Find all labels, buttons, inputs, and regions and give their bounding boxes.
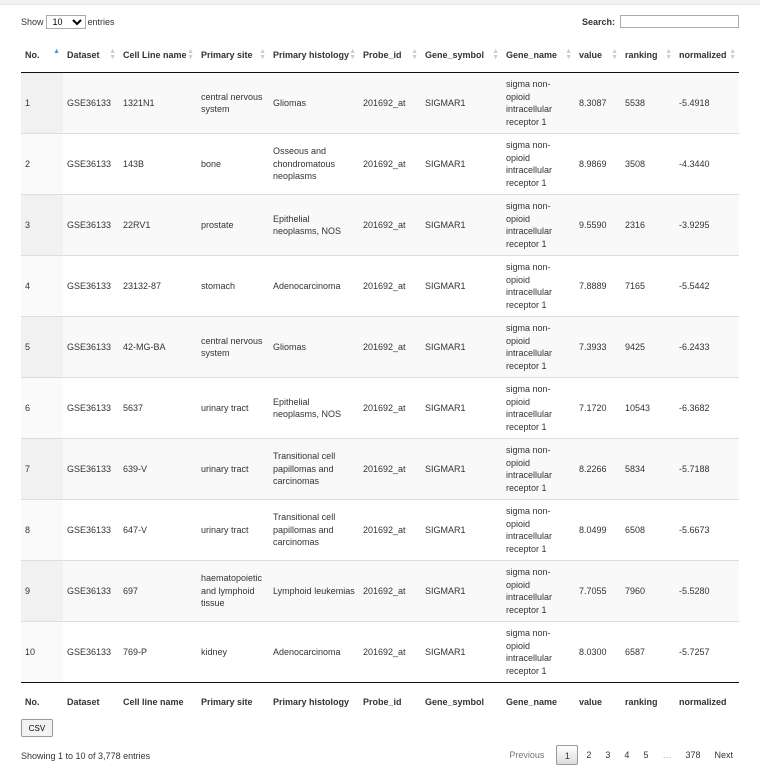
cell-value: 7.7055 [575, 561, 621, 622]
search-input[interactable] [620, 15, 739, 28]
cell-gene-name: sigma non-opioid intracellular receptor 1 [502, 134, 575, 195]
cell-probe-id: 201692_at [359, 622, 421, 683]
table-row [21, 561, 739, 622]
column-header-label: value [579, 49, 603, 60]
footer-header-dataset: Dataset [63, 683, 119, 722]
cell-dataset: GSE36133 [63, 256, 119, 317]
cell-no: 4 [21, 256, 63, 317]
pagination-ellipsis: … [662, 750, 672, 760]
cell-value: 8.2266 [575, 439, 621, 500]
cell-ranking: 7960 [621, 561, 675, 622]
cell-no: 1 [21, 73, 63, 134]
cell-probe-id: 201692_at [359, 256, 421, 317]
cell-probe-id: 201692_at [359, 378, 421, 439]
cell-primary-site: prostate [197, 195, 269, 256]
footer-header-primary-histology: Primary histology [269, 683, 359, 722]
cell-primary-histology: Adenocarcinoma [269, 622, 359, 683]
table-row [21, 134, 739, 195]
cell-primary-histology: Transitional cell papillomas and carcinomas [269, 439, 359, 500]
pagination [501, 745, 739, 765]
column-header-gene-name[interactable] [502, 37, 575, 73]
cell-cell-line-name: 143B [119, 134, 197, 195]
column-header-no[interactable] [21, 37, 63, 73]
cell-primary-site: stomach [197, 256, 269, 317]
column-header-label: Gene_symbol [425, 49, 485, 60]
cell-normalized: -4.3440 [675, 134, 739, 195]
cell-value: 8.9869 [575, 134, 621, 195]
sort-icon: ▲ ▼ [611, 48, 618, 61]
page-button-5[interactable]: 5 [643, 750, 649, 760]
cell-gene-symbol: SIGMAR1 [421, 622, 502, 683]
cell-value: 8.0300 [575, 622, 621, 683]
cell-no: 8 [21, 500, 63, 561]
footer-header-value: value [575, 683, 621, 722]
cell-ranking: 5834 [621, 439, 675, 500]
sort-icon: ▲ [53, 48, 60, 55]
footer-header-normalized: normalized [675, 683, 739, 722]
sort-icon: ▲ ▼ [349, 48, 356, 61]
footer-header-no: No. [21, 683, 63, 722]
cell-gene-symbol: SIGMAR1 [421, 256, 502, 317]
cell-dataset: GSE36133 [63, 622, 119, 683]
sort-icon: ▲ ▼ [187, 48, 194, 61]
column-header-primary-site[interactable] [197, 37, 269, 73]
column-header-gene-symbol[interactable] [421, 37, 502, 73]
footer-header-ranking: ranking [621, 683, 675, 722]
next-button[interactable]: Next [714, 750, 733, 760]
cell-gene-symbol: SIGMAR1 [421, 73, 502, 134]
column-header-cell-line-name[interactable] [119, 37, 197, 73]
cell-no: 2 [21, 134, 63, 195]
previous-button[interactable]: Previous [509, 750, 545, 760]
cell-ranking: 5538 [621, 73, 675, 134]
entries-label: entries [87, 17, 115, 27]
cell-value: 7.3933 [575, 317, 621, 378]
cell-probe-id: 201692_at [359, 439, 421, 500]
cell-gene-symbol: SIGMAR1 [421, 134, 502, 195]
cell-primary-histology: Osseous and chondromatous neoplasms [269, 134, 359, 195]
cell-gene-name: sigma non-opioid intracellular receptor 1 [502, 439, 575, 500]
table-row [21, 195, 739, 256]
cell-no: 9 [21, 561, 63, 622]
table-row [21, 256, 739, 317]
cell-primary-histology: Gliomas [269, 317, 359, 378]
cell-ranking: 7165 [621, 256, 675, 317]
table-row [21, 378, 739, 439]
cell-ranking: 3508 [621, 134, 675, 195]
column-header-probe-id[interactable] [359, 37, 421, 73]
cell-cell-line-name: 647-V [119, 500, 197, 561]
cell-cell-line-name: 1321N1 [119, 73, 197, 134]
column-header-ranking[interactable] [621, 37, 675, 73]
table-footer [21, 683, 739, 722]
cell-value: 9.5590 [575, 195, 621, 256]
data-table [21, 37, 739, 721]
column-header-value[interactable] [575, 37, 621, 73]
cell-gene-name: sigma non-opioid intracellular receptor 1 [502, 317, 575, 378]
sort-icon: ▲ ▼ [259, 48, 266, 61]
footer-header-primary-site: Primary site [197, 683, 269, 722]
cell-ranking: 9425 [621, 317, 675, 378]
sort-icon: ▲ ▼ [665, 48, 672, 61]
table-row [21, 439, 739, 500]
cell-cell-line-name: 639-V [119, 439, 197, 500]
sort-icon: ▲ ▼ [411, 48, 418, 61]
cell-normalized: -5.7188 [675, 439, 739, 500]
page-button-last[interactable]: 378 [685, 750, 701, 760]
search-label: Search: [581, 16, 615, 27]
footer-header-cell-line-name: Cell line name [119, 683, 197, 722]
column-header-label: Dataset [67, 49, 100, 60]
cell-value: 8.0499 [575, 500, 621, 561]
cell-normalized: -5.7257 [675, 622, 739, 683]
page-button-2[interactable]: 2 [586, 750, 592, 760]
cell-cell-line-name: 697 [119, 561, 197, 622]
cell-value: 7.8889 [575, 256, 621, 317]
cell-no: 6 [21, 378, 63, 439]
cell-primary-histology: Adenocarcinoma [269, 256, 359, 317]
footer-header-probe-id: Probe_id [359, 683, 421, 722]
column-header-label: Primary histology [273, 49, 350, 60]
cell-cell-line-name: 5637 [119, 378, 197, 439]
show-label: Show [21, 17, 44, 27]
cell-dataset: GSE36133 [63, 317, 119, 378]
footer-header-gene-symbol: Gene_symbol [421, 683, 502, 722]
cell-primary-site: urinary tract [197, 378, 269, 439]
entries-select[interactable] [46, 15, 86, 29]
cell-normalized: -5.5442 [675, 256, 739, 317]
cell-normalized: -3.9295 [675, 195, 739, 256]
cell-primary-site: kidney [197, 622, 269, 683]
cell-no: 7 [21, 439, 63, 500]
table-info: Showing 1 to 10 of 3,778 entries [21, 751, 151, 761]
cell-primary-histology: Epithelial neoplasms, NOS [269, 378, 359, 439]
column-header-label: normalized [679, 49, 727, 60]
csv-button[interactable]: CSV [21, 719, 53, 737]
table-row [21, 317, 739, 378]
cell-probe-id: 201692_at [359, 500, 421, 561]
cell-no: 10 [21, 622, 63, 683]
cell-gene-symbol: SIGMAR1 [421, 378, 502, 439]
cell-cell-line-name: 769-P [119, 622, 197, 683]
cell-primary-site: urinary tract [197, 500, 269, 561]
cell-primary-site: central nervous system [197, 317, 269, 378]
cell-gene-name: sigma non-opioid intracellular receptor 1 [502, 73, 575, 134]
cell-gene-symbol: SIGMAR1 [421, 439, 502, 500]
cell-probe-id: 201692_at [359, 195, 421, 256]
cell-no: 5 [21, 317, 63, 378]
cell-ranking: 2316 [621, 195, 675, 256]
sort-icon: ▲ ▼ [109, 48, 116, 61]
cell-dataset: GSE36133 [63, 561, 119, 622]
cell-gene-name: sigma non-opioid intracellular receptor 1 [502, 378, 575, 439]
cell-normalized: -5.5280 [675, 561, 739, 622]
top-bar [0, 0, 760, 5]
search-filter [582, 15, 739, 28]
cell-value: 7.1720 [575, 378, 621, 439]
cell-gene-symbol: SIGMAR1 [421, 195, 502, 256]
cell-ranking: 6587 [621, 622, 675, 683]
column-header-label: Probe_id [363, 49, 402, 60]
cell-primary-histology: Epithelial neoplasms, NOS [269, 195, 359, 256]
column-header-label: No. [25, 49, 40, 60]
cell-normalized: -6.2433 [675, 317, 739, 378]
cell-normalized: -5.6673 [675, 500, 739, 561]
cell-primary-histology: Transitional cell papillomas and carcinomas [269, 500, 359, 561]
cell-cell-line-name: 22RV1 [119, 195, 197, 256]
page-button-3[interactable]: 3 [605, 750, 611, 760]
cell-primary-histology: Lymphoid leukemias [269, 561, 359, 622]
cell-gene-name: sigma non-opioid intracellular receptor 1 [502, 500, 575, 561]
sort-icon: ▲ ▼ [565, 48, 572, 61]
table-header [21, 37, 739, 73]
cell-probe-id: 201692_at [359, 561, 421, 622]
cell-probe-id: 201692_at [359, 134, 421, 195]
table-row [21, 500, 739, 561]
footer-header-gene-name: Gene_name [502, 683, 575, 722]
cell-gene-symbol: SIGMAR1 [421, 500, 502, 561]
column-header-label: Primary site [201, 49, 253, 60]
cell-gene-name: sigma non-opioid intracellular receptor 1 [502, 256, 575, 317]
cell-dataset: GSE36133 [63, 73, 119, 134]
column-header-label: Gene_name [506, 49, 558, 60]
column-header-dataset[interactable] [63, 37, 119, 73]
cell-cell-line-name: 42-MG-BA [119, 317, 197, 378]
cell-dataset: GSE36133 [63, 378, 119, 439]
cell-primary-site: bone [197, 134, 269, 195]
sort-icon: ▲ ▼ [729, 48, 736, 61]
cell-primary-histology: Gliomas [269, 73, 359, 134]
cell-primary-site: central nervous system [197, 73, 269, 134]
cell-probe-id: 201692_at [359, 73, 421, 134]
cell-ranking: 10543 [621, 378, 675, 439]
cell-dataset: GSE36133 [63, 439, 119, 500]
cell-no: 3 [21, 195, 63, 256]
table-row [21, 73, 739, 134]
cell-gene-name: sigma non-opioid intracellular receptor 1 [502, 561, 575, 622]
cell-gene-symbol: SIGMAR1 [421, 317, 502, 378]
column-header-normalized[interactable] [675, 37, 739, 73]
column-header-label: Cell Line name [123, 49, 187, 60]
cell-primary-site: haematopoietic and lymphoid tissue [197, 561, 269, 622]
cell-value: 8.3087 [575, 73, 621, 134]
table-row [21, 622, 739, 683]
column-header-label: ranking [625, 49, 658, 60]
cell-dataset: GSE36133 [63, 195, 119, 256]
table-body [21, 73, 739, 683]
length-menu [21, 15, 115, 29]
cell-gene-symbol: SIGMAR1 [421, 561, 502, 622]
cell-probe-id: 201692_at [359, 317, 421, 378]
cell-primary-site: urinary tract [197, 439, 269, 500]
cell-gene-name: sigma non-opioid intracellular receptor 1 [502, 195, 575, 256]
sort-icon: ▲ ▼ [492, 48, 499, 61]
page-button-4[interactable]: 4 [624, 750, 630, 760]
page-button-1[interactable]: 1 [556, 745, 578, 765]
cell-normalized: -5.4918 [675, 73, 739, 134]
cell-normalized: -6.3682 [675, 378, 739, 439]
cell-ranking: 6508 [621, 500, 675, 561]
cell-dataset: GSE36133 [63, 134, 119, 195]
column-header-primary-histology[interactable] [269, 37, 359, 73]
cell-gene-name: sigma non-opioid intracellular receptor 1 [502, 622, 575, 683]
cell-dataset: GSE36133 [63, 500, 119, 561]
cell-cell-line-name: 23132-87 [119, 256, 197, 317]
